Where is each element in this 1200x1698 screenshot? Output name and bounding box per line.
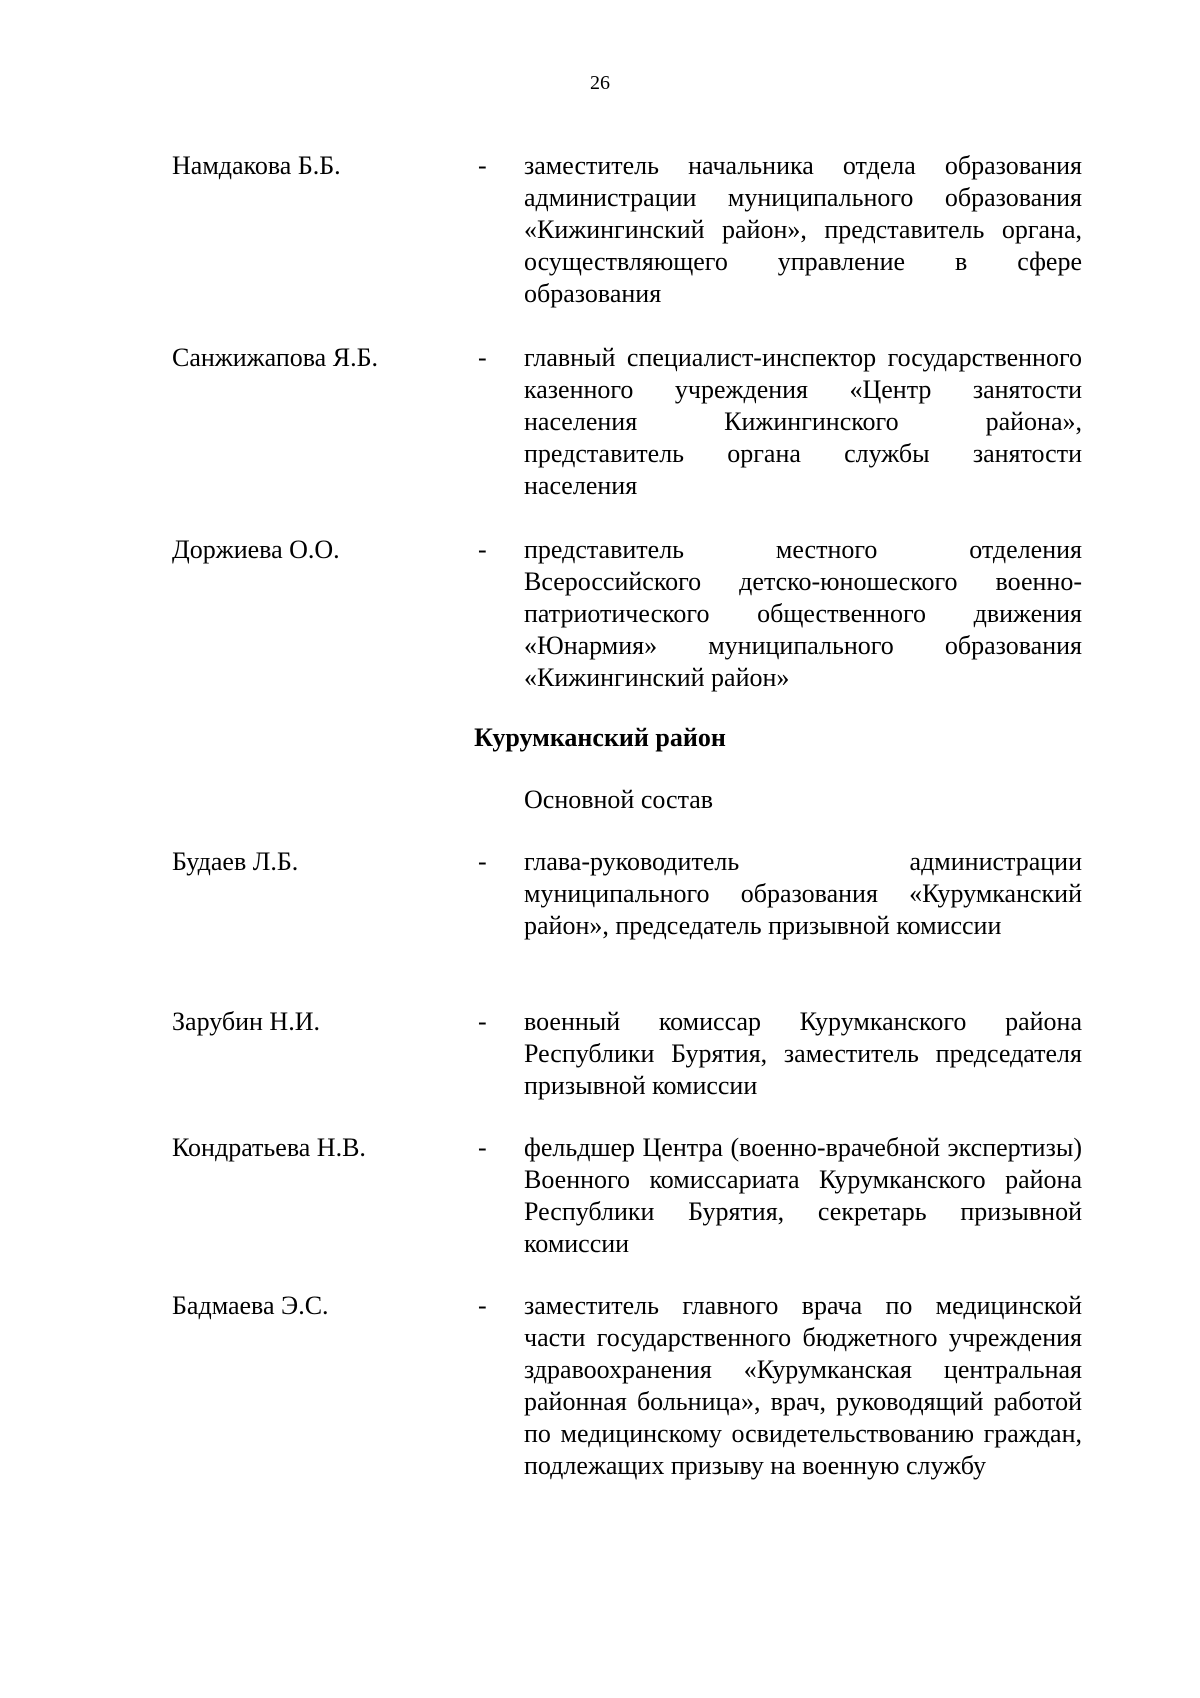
- member-name: Намдакова Б.Б.: [172, 151, 341, 180]
- member-role: глава-руководитель администрации муниципального образования «Курумканский район», председатель призывной комиссии: [524, 847, 1082, 940]
- separator-dash: -: [478, 535, 487, 564]
- composition-label: Основной состав: [524, 785, 714, 814]
- separator-dash: -: [478, 1133, 487, 1162]
- separator-dash: -: [478, 847, 487, 876]
- member-name: Кондратьева Н.В.: [172, 1133, 366, 1162]
- separator-dash: -: [478, 1291, 487, 1320]
- member-name: Доржиева О.О.: [172, 535, 340, 564]
- member-name: Санжижапова Я.Б.: [172, 343, 378, 372]
- member-role: заместитель главного врача по медицинской части государственного бюджетного учреждения здравоохранения «Курумканская центральная районная больница», врач, руководящий работой по медицинскому освидетельствованию граждан, подлежащих призыву на военную службу: [524, 1291, 1082, 1480]
- member-role: представитель местного отделения Всероссийского детско-юношеского военно-патриотического общественного движения «Юнармия» муниципального образования «Кижингинский район»: [524, 535, 1082, 692]
- separator-dash: -: [478, 1007, 487, 1036]
- member-name: Зарубин Н.И.: [172, 1007, 320, 1036]
- member-name: Будаев Л.Б.: [172, 847, 299, 876]
- separator-dash: -: [478, 343, 487, 372]
- member-role: фельдшер Центра (военно-врачебной экспертизы) Военного комиссариата Курумканского района Республики Бурятия, секретарь призывной комиссии: [524, 1133, 1082, 1258]
- page-number: 26: [590, 72, 610, 94]
- district-heading: Курумканский район: [474, 723, 726, 752]
- member-role: военный комиссар Курумканского района Республики Бурятия, заместитель председателя призывной комиссии: [524, 1007, 1082, 1100]
- member-role: заместитель начальника отдела образования администрации муниципального образования «Кижингинский район», представитель органа, осуществляющего управление в сфере образования: [524, 151, 1082, 308]
- separator-dash: -: [478, 151, 487, 180]
- member-name: Бадмаева Э.С.: [172, 1291, 329, 1320]
- member-role: главный специалист-инспектор государственного казенного учреждения «Центр занятости населения Кижингинского района», представитель органа службы занятости населения: [524, 343, 1082, 500]
